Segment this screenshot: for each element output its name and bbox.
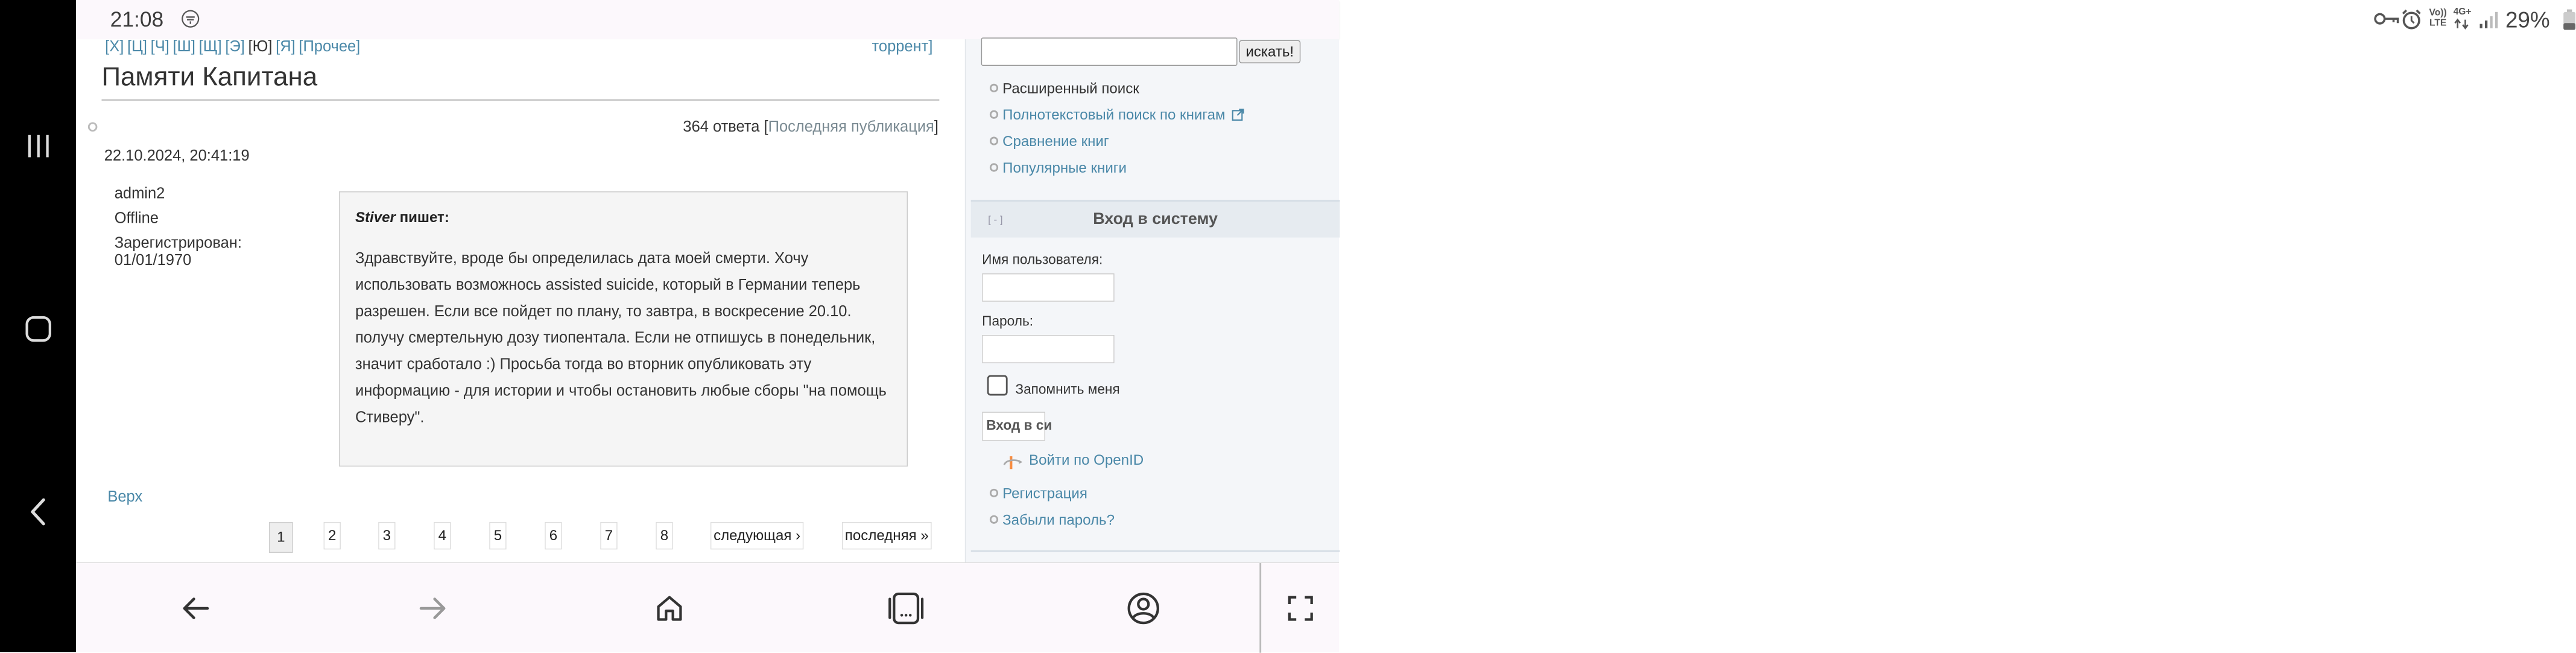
arrow-right-icon [419, 595, 448, 620]
fullscreen-icon [1288, 595, 1313, 620]
pager-last[interactable]: последняя » [842, 522, 932, 549]
tabs-icon [887, 591, 926, 625]
fulltext-search-link[interactable] [1002, 107, 1245, 124]
sidebar [965, 39, 1339, 562]
home-square-icon [24, 315, 51, 342]
post-author [115, 185, 242, 276]
back-to-top-link[interactable]: Верх [107, 488, 143, 505]
alphabet-link: [Ю] [248, 37, 273, 55]
alarm-icon [2400, 8, 2423, 31]
battery-percent: 29% [2505, 7, 2550, 33]
password-label: Пароль: [982, 314, 1034, 330]
pager-page-7[interactable]: 7 [600, 522, 617, 549]
volte-indicator: Vo)) LTE [2429, 7, 2447, 28]
recent-apps-button[interactable] [0, 128, 76, 164]
alphabet-link[interactable]: [Ц] [127, 37, 148, 55]
remember-me-checkbox[interactable] [987, 375, 1008, 396]
answers-close: ] [934, 118, 938, 135]
pager-page-8[interactable]: 8 [656, 522, 672, 549]
login-title: Вход в систему [1093, 210, 1218, 229]
account-circle-icon [1126, 591, 1160, 625]
list-bullet-icon [990, 515, 998, 524]
author-registered-date: 01/01/1970 [114, 251, 192, 269]
forum-page [76, 39, 965, 562]
search-button[interactable]: искать! [1239, 40, 1300, 63]
alphabet-link[interactable]: [Прочее] [299, 37, 361, 55]
torrent-link[interactable]: торрент] [872, 37, 933, 55]
pager-page-4[interactable]: 4 [434, 522, 451, 549]
browser-toolbar [76, 562, 1339, 652]
alphabet-link[interactable]: [Х] [105, 37, 124, 55]
quote-author: Stiver [355, 209, 396, 226]
fullscreen-button[interactable] [1283, 563, 1318, 653]
list-bullet-icon [990, 163, 998, 171]
password-input[interactable] [982, 335, 1114, 363]
arrow-left-icon [181, 595, 210, 620]
username-label: Имя пользователя: [982, 253, 1103, 268]
pager-page-5[interactable]: 5 [489, 522, 506, 549]
advanced-search-link[interactable]: Расширенный поиск [1002, 80, 1139, 97]
pager-page-1: 1 [269, 522, 293, 553]
clock: 21:08 [110, 7, 164, 32]
search-input[interactable] [981, 37, 1238, 66]
post-date: 22.10.2024, 20:41:19 [104, 147, 250, 164]
author-status: Offline [114, 209, 159, 227]
browser-back-button[interactable] [177, 563, 214, 653]
pager-page-3[interactable]: 3 [378, 522, 395, 549]
alphabet-link[interactable]: [Я] [276, 37, 296, 55]
signal-icon [2479, 10, 2498, 29]
pager-page-2[interactable]: 2 [324, 522, 341, 549]
browser-forward-button[interactable] [414, 563, 452, 653]
home-icon [655, 593, 684, 622]
data-arrows-icon [2454, 19, 2469, 29]
username-input[interactable] [982, 273, 1114, 302]
back-chevron-icon [28, 497, 48, 526]
list-bullet-icon [990, 84, 998, 92]
list-bullet-icon [990, 137, 998, 145]
alphabet-link[interactable]: [Ч] [150, 37, 169, 55]
quote-block [339, 191, 908, 467]
quote-text: Здравствуйте, вроде бы определилась дата моей смерти. Хочу использовать возможнось assisted suicide, который в Германии теперь разрешен. Если все пойдет по плану, то завтра, в воскресение 20.10. получу смертельную дозу тиопентала. Если не отпишусь в понедельник, значит сработало :) Просьба тогда во вторник опубликовать эту информацию - для истории и чтобы остановить любые сборы "на помощь Стиверу". [355, 249, 887, 426]
pager-page-6[interactable]: 6 [545, 522, 562, 549]
home-button[interactable] [0, 311, 76, 346]
compare-books-link[interactable]: Сравнение книг [1002, 133, 1109, 150]
sidebar-divider [971, 550, 1340, 552]
recent-apps-icon [25, 133, 51, 159]
alphabet-link[interactable]: [Ш] [172, 37, 195, 55]
alphabet-link[interactable]: [Щ] [198, 37, 222, 55]
title-divider [101, 99, 939, 101]
back-button[interactable] [0, 494, 76, 529]
page-title: Памяти Капитана [101, 61, 318, 92]
system-nav-bar [0, 0, 76, 652]
vpn-key-icon [2374, 10, 2399, 27]
forgot-password-link[interactable]: Забыли пароль? [1002, 512, 1115, 528]
login-submit-button[interactable]: Вход в си [982, 412, 1045, 441]
browser-account-button[interactable] [1125, 563, 1162, 653]
openid-login-link[interactable]: Войти по OpenID [1029, 451, 1144, 468]
author-registered-label: Зарегистрирован: [114, 234, 242, 252]
login-panel-header [971, 200, 1340, 237]
answers-info [683, 118, 938, 136]
list-bullet-icon [990, 110, 998, 119]
openid-icon [1002, 454, 1023, 470]
popular-books-link[interactable]: Популярные книги [1002, 159, 1127, 176]
fulltext-search-label: Полнотекстовый поиск по книгам [1002, 106, 1226, 123]
browser-tabs-button[interactable] [885, 563, 926, 653]
author-name[interactable]: admin2 [114, 184, 165, 202]
remember-me-label: Запомнить меня [1015, 383, 1120, 398]
pager-next[interactable]: следующая › [710, 522, 803, 549]
toolbar-divider [1259, 563, 1261, 653]
post-marker-icon [88, 122, 98, 132]
answers-count: 364 ответа [ [683, 118, 768, 135]
quote-header [355, 209, 891, 226]
register-link[interactable]: Регистрация [1002, 485, 1087, 502]
network-type-indicator: 4G+ [2453, 7, 2472, 18]
quote-writes: пишет: [399, 209, 449, 226]
list-bullet-icon [990, 489, 998, 497]
battery-icon [2563, 8, 2576, 31]
last-post-link[interactable]: Последняя публикация [768, 118, 934, 135]
alphabet-link[interactable]: [Э] [225, 37, 245, 55]
browser-home-button[interactable] [651, 563, 688, 653]
status-bar [76, 0, 2550, 39]
external-link-icon [1231, 107, 1245, 121]
login-collapse-toggle[interactable]: [ - ] [988, 213, 1003, 226]
alphabet-nav [105, 37, 364, 56]
hotspot-icon [181, 10, 200, 28]
